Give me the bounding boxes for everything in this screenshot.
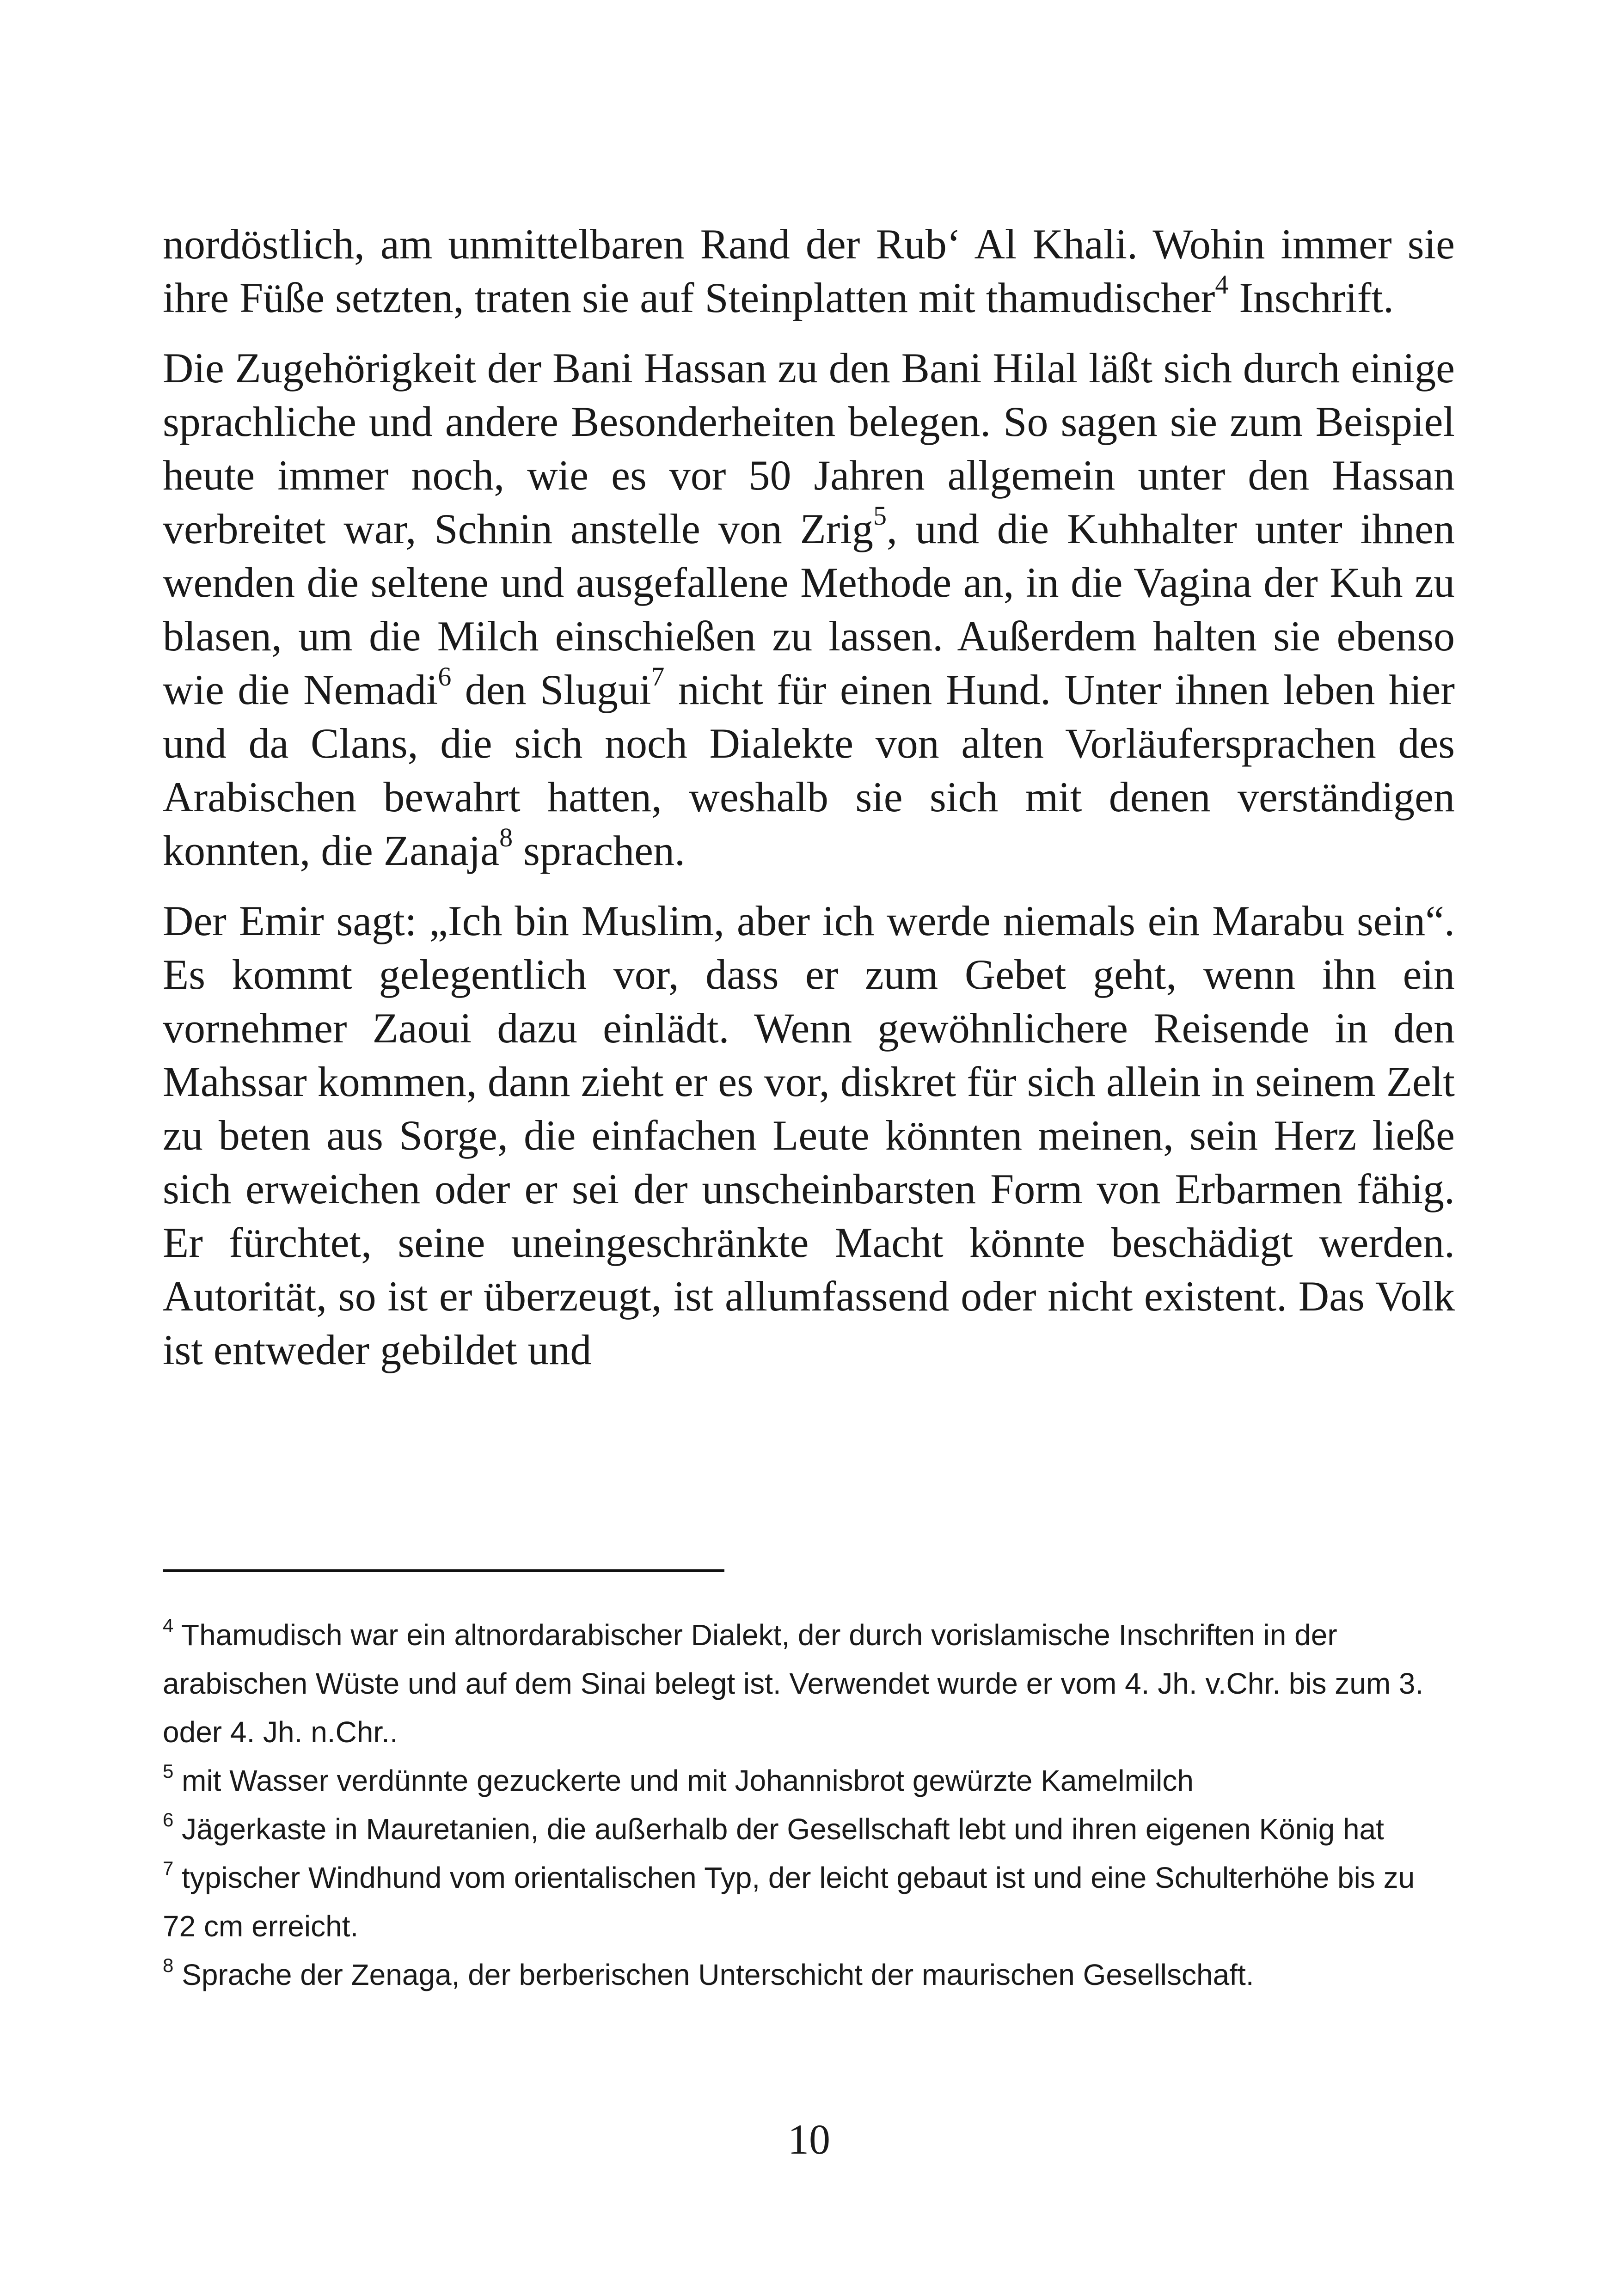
footnote-ref-8[interactable]: 8 [499, 822, 513, 853]
paragraph-2-text: Die Zugehörigkeit der Bani Hassan zu den Bani Hilal läßt sich durch einige sprachliche und andere Besonderheiten belegen. So sagen sie zum Beispiel heute immer noch, wie es vor 50 Jahren allgemein unter den Hassan verbreitet war, Schnin anstelle von Zrig [163, 344, 1455, 552]
footnote-number: 5 [163, 1760, 174, 1782]
paragraph-2-text-end: sprachen. [513, 827, 686, 874]
paragraph-2-text: den Slugui [451, 666, 651, 713]
paragraph-3 [163, 894, 1455, 1377]
footnote-text: typischer Windhund vom orientalischen Typ, der leicht gebaut ist und eine Schulterhöhe bis zu 72 cm erreicht. [163, 1861, 1415, 1943]
footnote-6 [163, 1805, 1455, 1854]
footnote-number: 7 [163, 1857, 174, 1879]
paragraph-1 [163, 217, 1455, 325]
footnotes [163, 1611, 1455, 1999]
paragraph-2-text: nicht für einen Hund. Unter ihnen leben hier und da Clans, die sich noch Dialekte von alten Vorläufersprachen des Arabischen bewahrt hatten, weshalb sie sich mit denen verständigen konnten, die Zanaja [163, 666, 1455, 874]
paragraph-1-text: nordöstlich, am unmittelbaren Rand der Rub‘ Al Khali. Wohin immer sie ihre Füße setzten, traten sie auf Steinplatten mit thamudischer [163, 220, 1455, 321]
footnote-5 [163, 1757, 1455, 1805]
footnote-number: 4 [163, 1614, 174, 1636]
footnote-separator [163, 1569, 724, 1572]
footnote-8 [163, 1951, 1455, 1999]
body-text [163, 217, 1455, 1393]
page-number: 10 [788, 2116, 830, 2163]
footnote-text: Thamudisch war ein altnordarabischer Dialekt, der durch vorislamische Inschriften in der arabischen Wüste und auf dem Sinai belegt ist. Verwendet wurde er vom 4. Jh. v.Chr. bis zum 3. oder 4. Jh. n.Chr.. [163, 1618, 1424, 1749]
footnote-ref-6[interactable]: 6 [438, 661, 452, 692]
footnote-ref-4[interactable]: 4 [1215, 269, 1229, 300]
footnote-text: Sprache der Zenaga, der berberischen Unterschicht der maurischen Gesellschaft. [173, 1958, 1254, 1991]
footnote-number: 8 [163, 1954, 174, 1976]
footnote-ref-7[interactable]: 7 [651, 661, 665, 692]
footnote-7 [163, 1854, 1455, 1951]
paragraph-2-text: , und die Kuhhalter unter ihnen wenden die seltene und ausgefallene Methode an, in die Vagina der Kuh zu blasen, um die Milch einschießen zu lassen. Außerdem halten sie ebenso wie die Nemadi [163, 505, 1455, 713]
footnote-4 [163, 1611, 1455, 1757]
footnote-text: mit Wasser verdünnte gezuckerte und mit Johannisbrot gewürzte Kamelmilch [173, 1764, 1194, 1797]
paragraph-2 [163, 341, 1455, 877]
paragraph-1-text-end: Inschrift. [1228, 274, 1394, 321]
footnote-text: Jägerkaste in Mauretanien, die außerhalb der Gesellschaft lebt und ihren eigenen König hat [173, 1812, 1384, 1846]
paragraph-3-text: Der Emir sagt: „Ich bin Muslim, aber ich werde niemals ein Marabu sein“. Es kommt gelegentlich vor, dass er zum Gebet geht, wenn ihn ein vornehmer Zaoui dazu einlädt. Wenn gewöhnlichere Reisende in den Mahssar kommen, dann zieht er es vor, diskret für sich allein in seinem Zelt zu beten aus Sorge, die einfachen Leute könnten meinen, sein Herz ließe sich erweichen oder er sei der unscheinbarsten Form von Erbarmen fähig. Er fürchtet, seine uneingeschränkte Macht könnte beschädigt werden. Autorität, so ist er überzeugt, ist allumfassend oder nicht existent. Das Volk ist entweder gebildet und [163, 897, 1455, 1373]
footnote-ref-5[interactable]: 5 [873, 501, 887, 531]
footnote-number: 6 [163, 1808, 174, 1831]
